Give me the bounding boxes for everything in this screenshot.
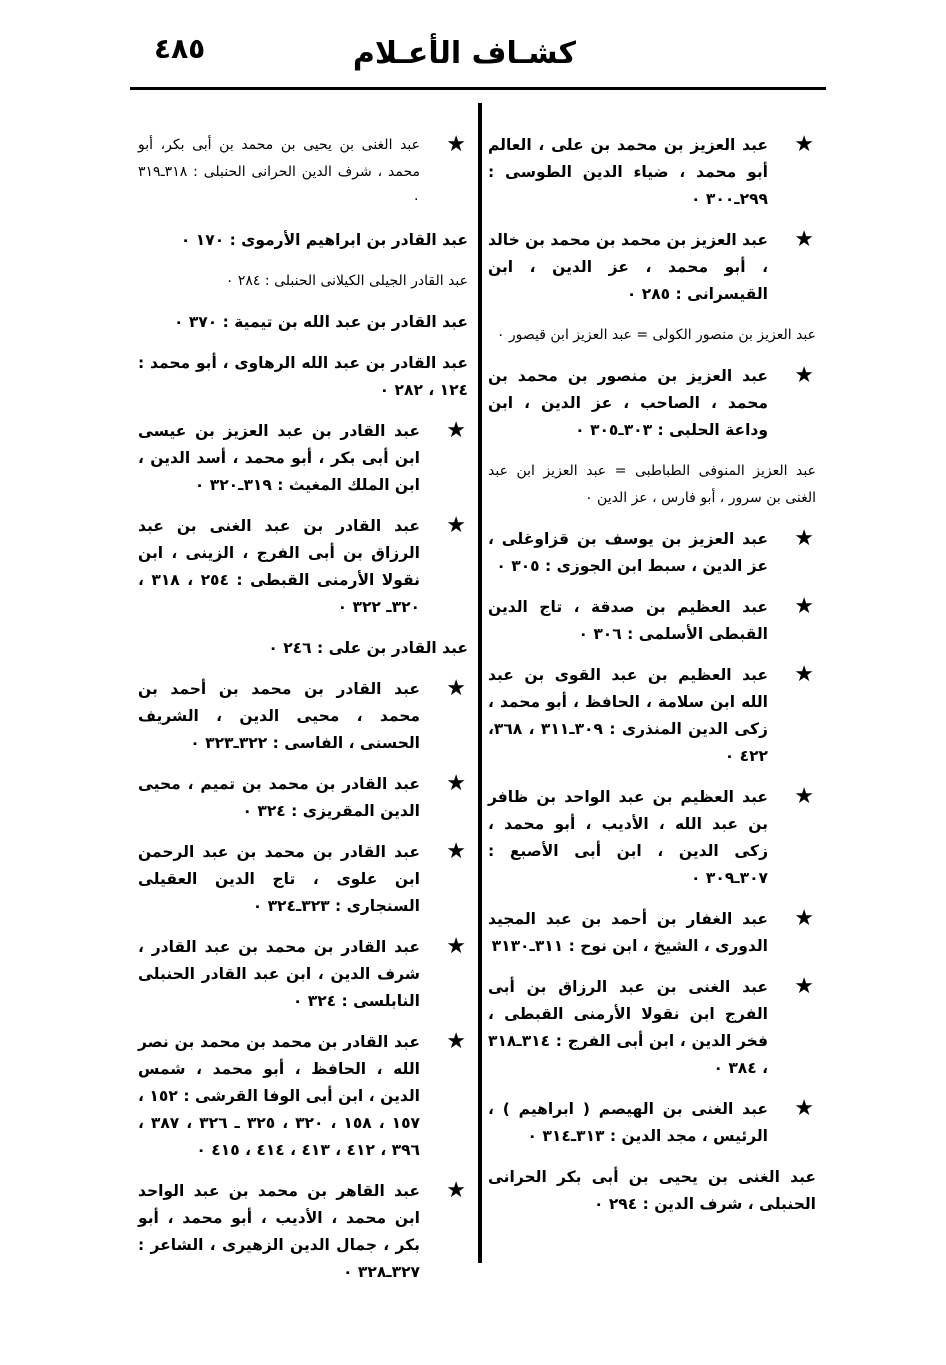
entry-text: عبد القادر الجيلى الكيلانى الحنبلى : ٢٨٤ ٠	[225, 273, 468, 289]
entry-text: عبد العزيز بن محمد بن على ، العالم أبو محمد ، ضياء الدين الطوسى : ٢٩٩ـ٣٠٠ ٠	[488, 136, 768, 208]
star-icon: ★	[446, 418, 466, 443]
star-icon: ★	[446, 676, 466, 701]
left-column	[138, 132, 468, 1300]
entry-text: عبد القادر بن عبد العزيز بن عيسى ابن أبى بكر ، أبو محمد ، أسد الدين ، ابن الملك المغيث : ٣١٩ـ٣٢٠ ٠	[138, 422, 420, 494]
index-entry	[138, 1029, 468, 1164]
entry-text: عبد الغنى بن عبد الرزاق بن أبى الفرج ابن نقولا الأرمنى القبطى ، فخر الدين ، ابن أبى الفرج : ٣١٤ـ٣١٨ ، ٣٨٤ ٠	[488, 978, 768, 1077]
index-entry	[488, 1096, 816, 1150]
star-icon: ★	[794, 594, 814, 619]
index-entry	[138, 350, 468, 404]
column-divider	[478, 103, 482, 1263]
index-entry	[488, 594, 816, 648]
right-column	[488, 132, 816, 1232]
page-title: كشـاف الأعـلام	[352, 36, 576, 71]
star-icon: ★	[794, 974, 814, 999]
index-entry	[488, 1164, 816, 1218]
index-entry	[138, 132, 468, 213]
index-entry	[488, 322, 816, 349]
index-entry	[488, 363, 816, 444]
entry-text: عبد العظيم بن عبد الواحد بن ظافر بن عبد الله ، الأديب ، أبو محمد ، زكى الدين ، ابن أبى الأصبع : ٣٠٧ـ٣٠٩ ٠	[488, 788, 768, 887]
index-entry	[138, 635, 468, 662]
index-entry	[138, 839, 468, 920]
index-entry	[138, 227, 468, 254]
index-entry	[488, 662, 816, 770]
entry-text: عبد القادر بن عبد الغنى بن عبد الرزاق بن أبى الفرج ، الزينى ، ابن نقولا الأرمنى القبطى : ٢٥٤ ، ٣١٨ ، ٣٢٠ـ ٣٢٢ ٠	[138, 517, 420, 616]
star-icon: ★	[446, 132, 466, 157]
index-entry	[488, 906, 816, 960]
star-icon: ★	[794, 662, 814, 687]
entry-text: عبد القادر بن عبد الله الرهاوى ، أبو محمد : ١٢٤ ، ٢٨٢ ٠	[138, 354, 468, 399]
star-icon: ★	[794, 526, 814, 551]
entry-text: عبد القادر بن عبد الله بن تيمية : ٣٧٠ ٠	[173, 313, 468, 331]
entry-text: عبد القادر بن ابراهيم الأرموى : ١٧٠ ٠	[180, 231, 468, 249]
star-icon: ★	[794, 227, 814, 252]
entry-text: عبد القادر بن محمد بن تميم ، محيى الدين المقريزى : ٣٢٤ ٠	[138, 775, 420, 820]
star-icon: ★	[446, 934, 466, 959]
index-entry	[488, 132, 816, 213]
index-entry	[488, 526, 816, 580]
star-icon: ★	[446, 771, 466, 796]
entry-text: عبد العظيم بن عبد القوى بن عبد الله ابن سلامة ، الحافظ ، أبو محمد ، زكى الدين المنذرى : ٣٠٩ـ٣١١ ، ٣٦٨، ٤٢٢ ٠	[488, 666, 768, 765]
entry-text: عبد العزيز بن منصور الكولى = عبد العزيز ابن قيصور ٠	[496, 327, 816, 343]
star-icon: ★	[446, 839, 466, 864]
entry-text: عبد الغنى بن يحيى بن محمد بن أبى بكر، أبو محمد ، شرف الدين الحرانى الحنبلى : ٣١٨ـ٣١٩ ٠	[138, 137, 420, 207]
index-entry	[138, 934, 468, 1015]
entry-text: عبد القادر بن محمد بن عبد القادر ، شرف الدين ، ابن عبد القادر الحنبلى النابلسى : ٣٢٤ ٠	[138, 938, 420, 1010]
star-icon: ★	[446, 513, 466, 538]
entry-text: عبد القادر بن محمد بن أحمد بن محمد ، محيى الدين ، الشريف الحسنى ، الفاسى : ٣٢٢ـ٣٢٣ ٠	[138, 680, 420, 752]
entry-text: عبد القادر بن محمد بن محمد بن نصر الله ، الحافظ ، أبو محمد ، شمس الدين ، ابن أبى الوفا القرشى : ١٥٢ ، ١٥٧ ، ١٥٨ ، ٣٢٠ ، ٣٢٥ ـ ٣٢٦ ، ٣٨٧ ، ٣٩٦ ، ٤١٢ ، ٤١٣ ، ٤١٤ ، ٤١٥ ٠	[138, 1033, 421, 1159]
entry-text: عبد الغنى بن الهيصم ( ابراهيم ) ، الرئيس ، مجد الدين : ٣١٣ـ٣١٤ ٠	[488, 1100, 768, 1145]
entry-text: عبد العزيز المنوفى الطباطبى = عبد العزيز ابن عبد الغنى بن سرور ، أبو فارس ، عز الدين ٠	[488, 463, 816, 506]
index-entry	[138, 418, 468, 499]
star-icon: ★	[794, 784, 814, 809]
index-entry	[138, 676, 468, 757]
header-rule	[130, 87, 826, 90]
index-entry	[138, 771, 468, 825]
index-entry	[138, 513, 468, 621]
star-icon: ★	[446, 1029, 466, 1054]
entry-text: عبد العظيم بن صدقة ، تاج الدين القبطى الأسلمى : ٣٠٦ ٠	[488, 598, 768, 643]
star-icon: ★	[794, 1096, 814, 1121]
star-icon: ★	[794, 132, 814, 157]
entry-text: عبد العزيز بن محمد بن محمد بن خالد ، أبو محمد ، عز الدين ، ابن القيسرانى : ٢٨٥ ٠	[488, 231, 768, 303]
entry-text: عبد القاهر بن محمد بن عبد الواحد ابن محمد ، الأديب ، أبو محمد ، أبو بكر ، جمال الدين الزهيرى ، الشاعر : ٣٢٧ـ٣٢٨ ٠	[138, 1182, 420, 1281]
index-entry	[488, 458, 816, 512]
index-entry	[138, 268, 468, 295]
index-entry	[488, 974, 816, 1082]
page-number: ٤٨٥	[154, 32, 206, 65]
star-icon: ★	[794, 906, 814, 931]
index-entry	[488, 784, 816, 892]
star-icon: ★	[446, 1178, 466, 1203]
index-entry	[138, 309, 468, 336]
page-header	[130, 28, 826, 90]
index-entry	[488, 227, 816, 308]
entry-text: عبد الغنى بن يحيى بن أبى بكر الحرانى الحنبلى ، شرف الدين : ٢٩٤ ٠	[488, 1168, 816, 1213]
entry-text: عبد القادر بن محمد بن عبد الرحمن ابن علوى ، تاج الدين العقيلى السنجارى : ٣٢٣ـ٣٢٤ ٠	[138, 843, 420, 915]
entry-text: عبد العزيز بن منصور بن محمد بن محمد ، الصاحب ، عز الدين ، ابن وداعة الحلبى : ٣٠٣ـ٣٠٥ ٠	[488, 367, 768, 439]
entry-text: عبد القادر بن على : ٢٤٦ ٠	[268, 639, 468, 657]
star-icon: ★	[794, 363, 814, 388]
index-entry	[138, 1178, 468, 1286]
entry-text: عبد العزيز بن يوسف بن قزاوغلى ، عز الدين ، سبط ابن الجوزى : ٣٠٥ ٠	[488, 530, 768, 575]
entry-text: عبد الغفار بن أحمد بن عبد المجيد الدورى ، الشيخ ، ابن نوح : ٣١١ـ٣١٣٠	[488, 910, 768, 955]
